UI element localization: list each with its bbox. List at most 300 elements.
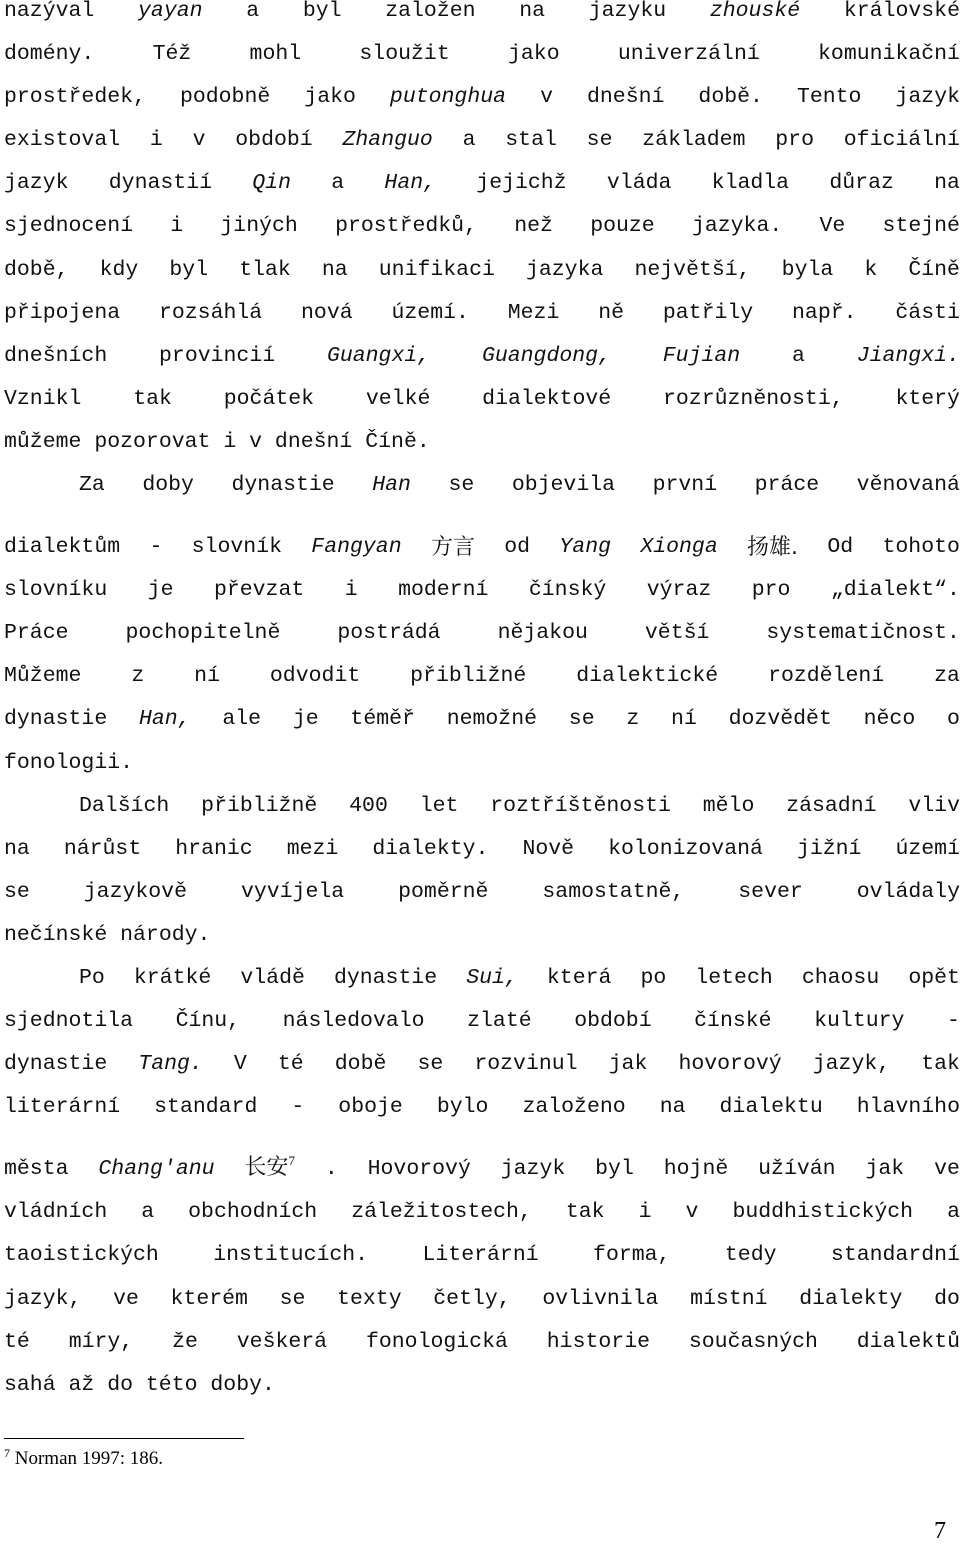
word: počátek bbox=[223, 386, 315, 411]
text-line bbox=[4, 655, 960, 698]
word: vyvíjela bbox=[240, 879, 345, 904]
word: hranic bbox=[175, 836, 253, 861]
word: moderní bbox=[398, 578, 489, 603]
word: doby bbox=[142, 473, 194, 498]
text-line bbox=[4, 698, 960, 741]
text-line bbox=[4, 1321, 960, 1364]
word: Dalších bbox=[79, 793, 170, 818]
word: čínské bbox=[694, 1009, 772, 1034]
word: na bbox=[519, 0, 546, 23]
word: „dialekt“. bbox=[830, 578, 960, 603]
word: Han, bbox=[384, 171, 437, 196]
word: 扬雄. bbox=[747, 535, 799, 561]
word: rozvinul bbox=[474, 1052, 578, 1077]
word: Han bbox=[372, 473, 411, 498]
text-line bbox=[4, 1043, 960, 1086]
word: Mezi bbox=[507, 300, 560, 325]
word: buddhistických bbox=[732, 1200, 914, 1225]
word: četly, bbox=[433, 1286, 511, 1311]
word: 方言 bbox=[430, 535, 475, 561]
word: - bbox=[947, 1009, 960, 1034]
word: který bbox=[895, 386, 960, 411]
word: téměř bbox=[350, 707, 415, 732]
word: jazykově bbox=[83, 879, 187, 904]
word: na bbox=[4, 836, 30, 861]
word: a bbox=[462, 128, 476, 153]
word: standard bbox=[154, 1095, 258, 1120]
word: dnešních bbox=[4, 343, 108, 368]
word: podobně bbox=[179, 85, 271, 110]
word: Nově bbox=[522, 836, 575, 861]
word: nárůst bbox=[63, 836, 142, 861]
word: tak bbox=[921, 1052, 960, 1077]
word: jazyku bbox=[588, 0, 667, 23]
word: jak bbox=[608, 1052, 648, 1077]
word: komunikační bbox=[818, 42, 960, 67]
word: Qin bbox=[252, 171, 291, 196]
body-text bbox=[4, 0, 960, 1407]
word: dynastie bbox=[4, 707, 108, 732]
footnote-number: 7 bbox=[4, 1446, 10, 1460]
word: důraz bbox=[829, 171, 894, 196]
word: Guangxi, bbox=[326, 343, 431, 368]
word: nečínské bbox=[4, 922, 108, 947]
word: veškerá bbox=[236, 1329, 328, 1354]
word: objevila bbox=[511, 473, 616, 498]
word: ovlivnila bbox=[542, 1286, 659, 1311]
word: na bbox=[321, 257, 348, 282]
word: je bbox=[292, 707, 319, 732]
word: krátké bbox=[133, 965, 212, 990]
text-line bbox=[4, 1129, 960, 1191]
text-line bbox=[4, 871, 960, 914]
word: Můžeme bbox=[4, 664, 82, 689]
word: kolonizovaná bbox=[608, 836, 763, 861]
word: nová bbox=[301, 300, 353, 325]
word: než bbox=[514, 214, 553, 239]
word: jazyk bbox=[895, 85, 960, 110]
word: Ve bbox=[819, 214, 846, 239]
word: univerzální bbox=[617, 42, 760, 67]
word: z bbox=[626, 707, 640, 732]
word: oficiální bbox=[843, 128, 960, 153]
word: připojena bbox=[4, 300, 121, 325]
word: Za bbox=[79, 473, 105, 498]
word: - bbox=[149, 535, 163, 560]
word: té bbox=[4, 1329, 30, 1354]
word: byl bbox=[302, 0, 342, 23]
word: 400 bbox=[349, 793, 388, 818]
word: dynastie bbox=[333, 965, 438, 990]
word: období bbox=[574, 1009, 652, 1034]
text-line bbox=[4, 828, 960, 871]
word: Zhanguo bbox=[342, 128, 433, 153]
word: sjednocení bbox=[4, 214, 134, 239]
word: vládě bbox=[240, 965, 305, 990]
word: přibližné bbox=[410, 664, 527, 689]
text-line bbox=[4, 1278, 960, 1321]
word: mělo bbox=[702, 793, 755, 818]
word: se bbox=[586, 128, 613, 153]
text-line bbox=[4, 1364, 960, 1407]
word: ve bbox=[113, 1286, 139, 1311]
text-line bbox=[4, 1234, 960, 1277]
paragraph-1 bbox=[4, 0, 960, 464]
word: se bbox=[279, 1286, 306, 1311]
word: základem bbox=[642, 128, 746, 153]
text-line bbox=[4, 421, 960, 464]
word: existoval bbox=[4, 128, 121, 153]
footnote-reference: 7 bbox=[288, 1153, 295, 1169]
word: Hovorový bbox=[367, 1157, 471, 1182]
word: založen bbox=[385, 0, 476, 23]
word: v bbox=[249, 429, 263, 454]
text-line bbox=[4, 612, 960, 655]
footnote-text: Norman 1997: 186. bbox=[14, 1448, 164, 1469]
word: Tento bbox=[796, 85, 862, 110]
word: se bbox=[417, 1052, 444, 1077]
word: Práce bbox=[4, 621, 69, 646]
word: postrádá bbox=[337, 621, 441, 646]
word: mohl bbox=[249, 42, 302, 67]
word: Chang'anu bbox=[98, 1157, 215, 1182]
word: . bbox=[324, 1157, 338, 1182]
word: v bbox=[685, 1200, 699, 1225]
word: fonologická bbox=[365, 1329, 508, 1354]
word: zlaté bbox=[467, 1009, 532, 1034]
text-line bbox=[4, 1000, 960, 1043]
text-line bbox=[4, 1191, 960, 1234]
word: rozrůzněnosti, bbox=[663, 386, 844, 411]
word: dialektu bbox=[719, 1095, 823, 1120]
word: území bbox=[895, 836, 960, 861]
word: jazyka. bbox=[691, 214, 783, 239]
word: čínský bbox=[528, 578, 607, 603]
word: Fujian bbox=[662, 343, 741, 368]
word: následovalo bbox=[282, 1009, 425, 1034]
word: prostředek, bbox=[4, 85, 146, 110]
word: standardní bbox=[830, 1243, 960, 1268]
word: a bbox=[947, 1200, 960, 1225]
word: jiných bbox=[220, 214, 298, 239]
word: hovorový bbox=[678, 1052, 782, 1077]
word: kterém bbox=[170, 1286, 248, 1311]
word: velké bbox=[365, 386, 431, 411]
word: i bbox=[149, 128, 163, 153]
word: převzat bbox=[213, 578, 305, 603]
word: dialektům bbox=[4, 535, 121, 560]
word: a bbox=[141, 1200, 155, 1225]
word: kdy bbox=[99, 257, 139, 282]
word: tedy bbox=[724, 1243, 777, 1268]
word: Han, bbox=[138, 707, 191, 732]
word: patřily bbox=[662, 300, 754, 325]
word: a bbox=[792, 343, 805, 368]
word: unifikaci bbox=[378, 257, 495, 282]
word: ale bbox=[222, 707, 262, 732]
word: V bbox=[233, 1052, 247, 1077]
word: kultury bbox=[814, 1009, 905, 1034]
word: Po bbox=[79, 965, 105, 990]
word: na bbox=[659, 1095, 686, 1120]
word: národy. bbox=[120, 922, 211, 947]
word: práce bbox=[754, 473, 820, 498]
word: té bbox=[277, 1052, 304, 1077]
word: putonghua bbox=[389, 85, 507, 110]
word: i bbox=[170, 214, 184, 239]
word: ní bbox=[194, 664, 220, 689]
word: taoistických bbox=[4, 1243, 159, 1268]
word: vládních bbox=[4, 1200, 108, 1225]
text-line bbox=[4, 119, 960, 162]
word: literární bbox=[4, 1095, 121, 1120]
word: za bbox=[934, 664, 960, 689]
word: něco bbox=[863, 707, 916, 732]
word: v bbox=[540, 85, 553, 110]
word: letech bbox=[695, 965, 773, 990]
word: institucích. bbox=[213, 1243, 369, 1268]
word: a bbox=[246, 0, 260, 23]
word: chaosu bbox=[801, 965, 880, 990]
word: od bbox=[504, 535, 531, 560]
word: provincií bbox=[159, 343, 276, 368]
word: jižní bbox=[796, 836, 862, 861]
word: nějakou bbox=[497, 621, 588, 646]
word: větší bbox=[644, 621, 710, 646]
word: doby. bbox=[210, 1372, 275, 1397]
text-line bbox=[4, 507, 960, 569]
word: obchodních bbox=[188, 1200, 318, 1225]
word: slovníku bbox=[4, 578, 108, 603]
word: dnešní bbox=[274, 429, 353, 454]
word: i bbox=[223, 429, 237, 454]
word: pro bbox=[775, 128, 814, 153]
paragraph-4 bbox=[4, 957, 960, 1407]
word: byl bbox=[595, 1157, 634, 1182]
word: ve bbox=[934, 1157, 960, 1182]
word: stejné bbox=[882, 214, 960, 239]
word: pro bbox=[751, 578, 791, 603]
text-line bbox=[4, 742, 960, 785]
word: oboje bbox=[338, 1095, 403, 1120]
word: věnovaná bbox=[856, 473, 960, 498]
word: tak bbox=[565, 1200, 605, 1225]
word: nazýval bbox=[4, 0, 95, 23]
word: zásadní bbox=[786, 793, 877, 818]
word: rozsáhlá bbox=[158, 300, 263, 325]
text-line bbox=[4, 464, 960, 507]
word: můžeme bbox=[4, 429, 82, 454]
page-number: 7 bbox=[934, 1518, 946, 1544]
word: sjednotila bbox=[4, 1009, 134, 1034]
word: odvodit bbox=[269, 664, 361, 689]
word: do bbox=[934, 1286, 960, 1311]
word: rozdělení bbox=[768, 664, 885, 689]
word: Též bbox=[152, 42, 192, 67]
word: tohoto bbox=[882, 535, 960, 560]
word: opět bbox=[908, 965, 960, 990]
word: zhouské bbox=[709, 0, 801, 23]
word: době. bbox=[698, 85, 763, 110]
word: období bbox=[235, 128, 313, 153]
word: že bbox=[172, 1329, 198, 1354]
word: samostatně, bbox=[542, 879, 685, 904]
text-line bbox=[4, 785, 960, 828]
word: 长安 bbox=[244, 1155, 289, 1181]
word: města bbox=[4, 1157, 69, 1182]
paragraph-3 bbox=[4, 785, 960, 957]
word: dialektové bbox=[482, 386, 612, 411]
word: jazyk, bbox=[4, 1286, 82, 1311]
text-line bbox=[4, 76, 960, 119]
word: nemožné bbox=[446, 707, 538, 732]
text-line bbox=[4, 569, 960, 612]
word: sever bbox=[738, 879, 803, 904]
word: založeno bbox=[522, 1095, 626, 1120]
word: Sui, bbox=[466, 965, 518, 990]
word: výraz bbox=[646, 578, 712, 603]
word: sahá bbox=[4, 1372, 56, 1397]
word: bylo bbox=[436, 1095, 489, 1120]
word: území. bbox=[391, 300, 469, 325]
word: slovník bbox=[191, 535, 282, 560]
word: mezi bbox=[286, 836, 339, 861]
word: let bbox=[419, 793, 459, 818]
paragraph-2 bbox=[4, 464, 960, 785]
word: v bbox=[192, 128, 206, 153]
word: domény. bbox=[4, 42, 95, 67]
text-line bbox=[4, 335, 960, 378]
word: byl bbox=[169, 257, 209, 282]
footnote bbox=[4, 1448, 163, 1470]
word: Číně bbox=[908, 257, 960, 282]
word: na bbox=[934, 171, 960, 196]
word: se bbox=[4, 879, 30, 904]
word: o bbox=[946, 707, 960, 732]
word: době bbox=[334, 1052, 387, 1077]
word: dozvědět bbox=[728, 707, 832, 732]
word: hojně bbox=[663, 1157, 729, 1182]
word: první bbox=[652, 473, 718, 498]
word: sloužit bbox=[359, 42, 450, 67]
word: kladla bbox=[711, 171, 790, 196]
word: - bbox=[291, 1095, 305, 1120]
word: poměrně bbox=[398, 879, 489, 904]
word: dnešní bbox=[586, 85, 665, 110]
text-line bbox=[4, 378, 960, 421]
word: záležitostech, bbox=[351, 1200, 532, 1225]
word: se bbox=[448, 473, 475, 498]
word: dialekty. bbox=[372, 836, 489, 861]
word: vliv bbox=[908, 793, 960, 818]
word: tlak bbox=[239, 257, 291, 282]
word: dynastií bbox=[108, 171, 212, 196]
word: Tang. bbox=[138, 1052, 203, 1077]
word: historie bbox=[546, 1329, 650, 1354]
word: Guangdong, bbox=[481, 343, 611, 368]
text-line bbox=[4, 249, 960, 292]
word-with-footnote bbox=[244, 1146, 295, 1191]
word: ně bbox=[598, 300, 625, 325]
word: fonologii. bbox=[4, 750, 134, 775]
word: užíván bbox=[758, 1157, 836, 1182]
word: yayan bbox=[138, 0, 203, 23]
word: jazyk bbox=[500, 1157, 566, 1182]
word: ovládaly bbox=[856, 879, 960, 904]
text-line bbox=[4, 914, 960, 957]
word: vláda bbox=[606, 171, 672, 196]
word: forma, bbox=[593, 1243, 671, 1268]
word: největší, bbox=[634, 257, 751, 282]
word: Fangyan bbox=[311, 535, 402, 560]
word: královské bbox=[843, 0, 960, 23]
word: např. bbox=[792, 300, 857, 325]
text-line bbox=[4, 0, 960, 33]
word: do bbox=[107, 1372, 134, 1397]
word: Jiangxi. bbox=[856, 343, 960, 368]
word: se bbox=[568, 707, 595, 732]
word: prostředků, bbox=[335, 214, 477, 239]
word: k bbox=[864, 257, 878, 282]
word: byla bbox=[781, 257, 834, 282]
word: této bbox=[145, 1372, 198, 1397]
text-line bbox=[4, 1086, 960, 1129]
word: Vznikl bbox=[4, 386, 82, 411]
word: jazyk bbox=[4, 171, 69, 196]
word: z bbox=[131, 664, 145, 689]
word: ní bbox=[671, 707, 697, 732]
word: přibližně bbox=[201, 793, 318, 818]
footnote-separator bbox=[4, 1438, 244, 1439]
word: až bbox=[68, 1372, 95, 1397]
text-line bbox=[4, 205, 960, 248]
word: tak bbox=[133, 386, 172, 411]
word: míry, bbox=[68, 1329, 134, 1354]
word: dialektů bbox=[856, 1329, 960, 1354]
word: Literární bbox=[422, 1243, 539, 1268]
word: je bbox=[147, 578, 174, 603]
text-line bbox=[4, 957, 960, 1000]
word: Yang bbox=[559, 535, 611, 560]
word: době, bbox=[4, 257, 69, 282]
word: jak bbox=[865, 1157, 905, 1182]
word: dialektické bbox=[576, 664, 719, 689]
text-line bbox=[4, 33, 960, 76]
word: Číně. bbox=[365, 429, 430, 454]
word: Xionga bbox=[640, 535, 718, 560]
word: současných bbox=[688, 1329, 818, 1354]
word: pouze bbox=[590, 214, 655, 239]
word: dynastie bbox=[231, 473, 335, 498]
word: která bbox=[546, 965, 612, 990]
word: pozorovat bbox=[94, 429, 211, 454]
text-line bbox=[4, 292, 960, 335]
word: texty bbox=[337, 1286, 402, 1311]
word: jako bbox=[304, 85, 356, 110]
word: jejichž bbox=[476, 171, 567, 196]
word: pochopitelně bbox=[125, 621, 281, 646]
word: hlavního bbox=[856, 1095, 960, 1120]
word: Od bbox=[827, 535, 854, 560]
word: po bbox=[640, 965, 667, 990]
word: části bbox=[895, 300, 960, 325]
word: jazyk, bbox=[812, 1052, 891, 1077]
word: a bbox=[331, 171, 345, 196]
word: místní bbox=[690, 1286, 768, 1311]
word: jazyka bbox=[525, 257, 604, 282]
word: Čínu, bbox=[175, 1009, 241, 1034]
word: i bbox=[344, 578, 358, 603]
